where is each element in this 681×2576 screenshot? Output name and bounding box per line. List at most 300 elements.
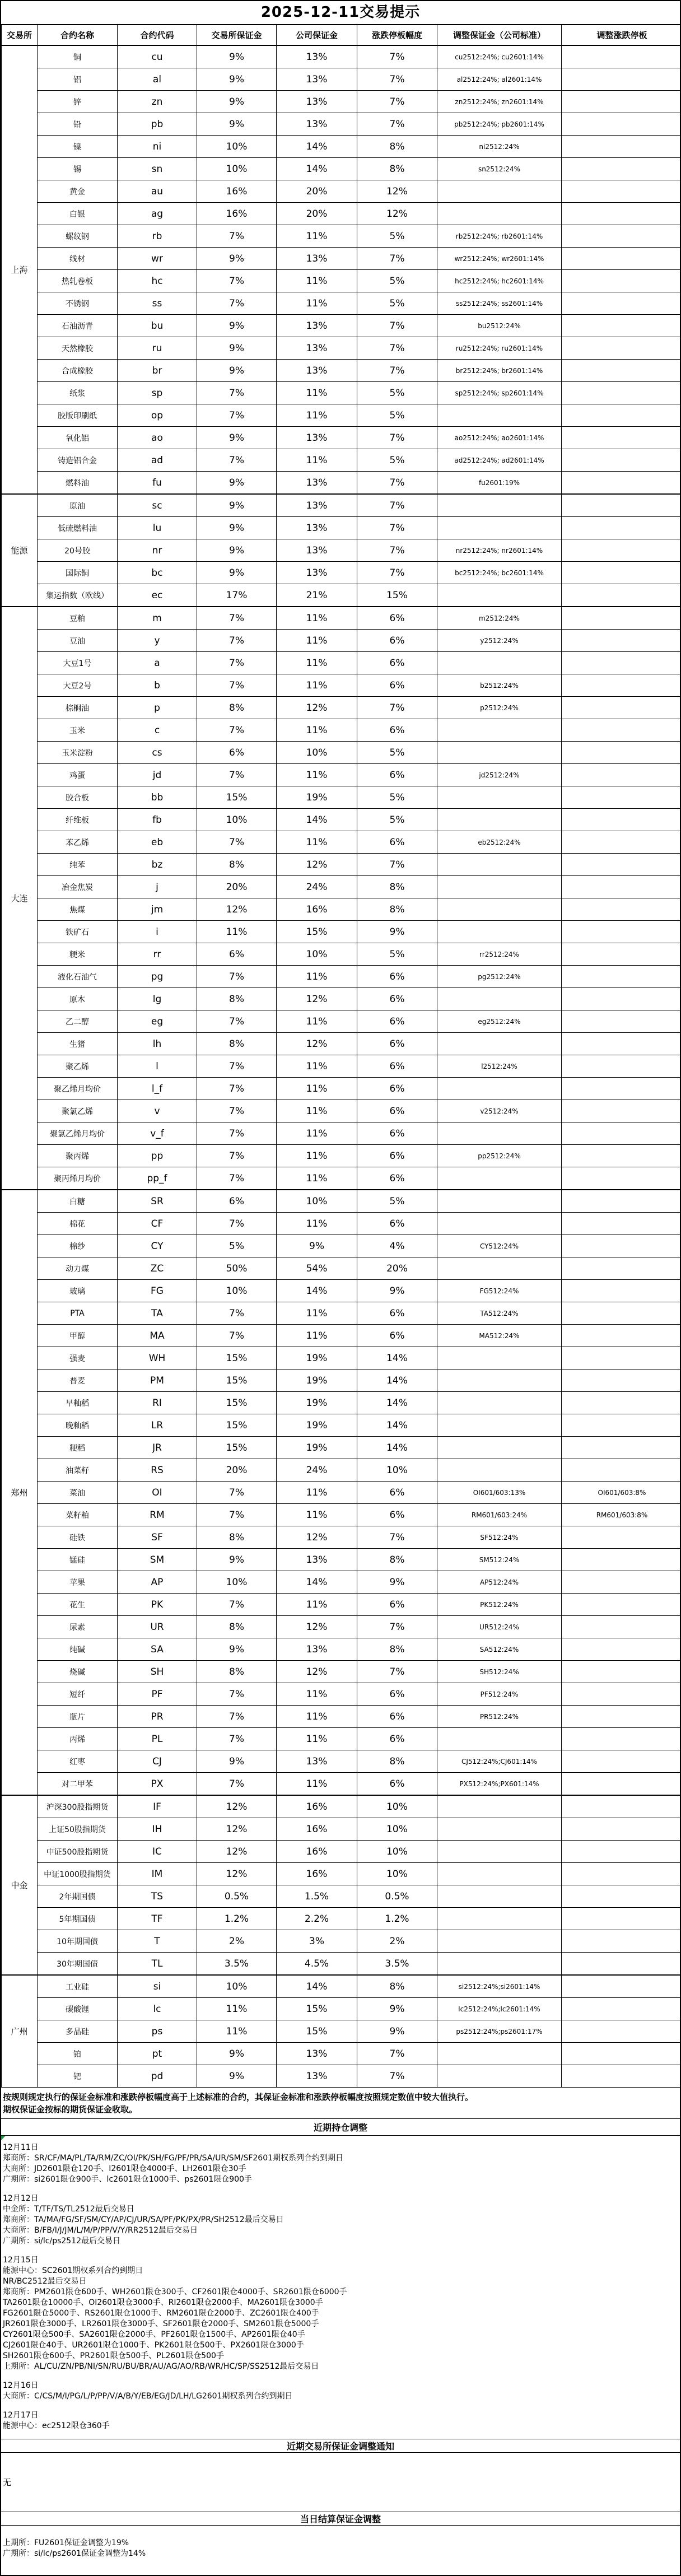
adjusted-margin (437, 1841, 562, 1863)
adjusted-margin: PR512:24% (437, 1706, 562, 1728)
contract-code: ec (118, 584, 197, 607)
contract-row (2, 404, 681, 427)
company-margin: 11% (277, 1167, 357, 1190)
contract-code: LR (118, 1414, 197, 1437)
adjusted-margin: UR512:24% (437, 1616, 562, 1638)
exchange-margin: 2% (197, 1930, 277, 1953)
price-limit: 8% (357, 898, 437, 921)
contract-name: 红枣 (38, 1750, 118, 1773)
adjusted-price-limit (562, 404, 681, 427)
contract-row (2, 1369, 681, 1392)
price-limit: 7% (357, 113, 437, 136)
exchange-margin: 9% (197, 91, 277, 113)
exchange-label: 中金 (2, 1795, 38, 1975)
adjusted-margin: SA512:24% (437, 1638, 562, 1661)
contract-code: SH (118, 1661, 197, 1683)
contract-name: 玉米淀粉 (38, 742, 118, 764)
contract-row (2, 1908, 681, 1930)
contract-name: 工业硅 (38, 1975, 118, 1998)
note-line: 12月16日 (3, 2381, 680, 2391)
price-limit: 8% (357, 1549, 437, 1571)
contract-code: au (118, 180, 197, 203)
company-margin: 19% (277, 1347, 357, 1369)
adjusted-price-limit (562, 180, 681, 203)
contract-row (2, 2043, 681, 2065)
adjusted-price-limit (562, 158, 681, 180)
contract-row (2, 539, 681, 562)
contract-name: 钯 (38, 2065, 118, 2088)
price-limit: 6% (357, 1302, 437, 1325)
exchange-margin: 9% (197, 427, 277, 449)
adjusted-margin (437, 517, 562, 539)
contract-name: 不锈钢 (38, 292, 118, 315)
exchange-margin: 7% (197, 1482, 277, 1504)
adjusted-price-limit (562, 427, 681, 449)
contract-row (2, 337, 681, 360)
adjusted-price-limit (562, 45, 681, 68)
adjusted-price-limit (562, 1235, 681, 1257)
column-header-0: 交易所 (2, 25, 38, 46)
company-margin: 19% (277, 1414, 357, 1437)
price-limit: 8% (357, 876, 437, 898)
exchange-margin: 10% (197, 1975, 277, 1998)
contract-row (2, 1885, 681, 1908)
note-line: JR2601限仓3000手、LR2601限仓3000手、SF2601限仓2000手、SM2601限仓5000手 (3, 2319, 680, 2330)
price-limit: 3.5% (357, 1953, 437, 1976)
adjusted-price-limit (562, 1683, 681, 1706)
company-margin: 11% (277, 1325, 357, 1347)
price-limit: 15% (357, 584, 437, 607)
contract-code: bc (118, 562, 197, 584)
adjusted-price-limit (562, 1010, 681, 1033)
company-margin: 14% (277, 136, 357, 158)
contract-row (2, 1818, 681, 1841)
contract-code: lc (118, 1998, 197, 2020)
company-margin: 13% (277, 91, 357, 113)
adjusted-price-limit (562, 1750, 681, 1773)
table-header-row (2, 25, 681, 46)
exchange-margin: 11% (197, 2020, 277, 2043)
adjusted-price-limit (562, 630, 681, 652)
contract-name: 豆粕 (38, 607, 118, 630)
adjusted-price-limit (562, 1638, 681, 1661)
price-limit: 6% (357, 988, 437, 1010)
contract-name: 甲醇 (38, 1325, 118, 1347)
price-limit: 6% (357, 1033, 437, 1055)
contract-code: ni (118, 136, 197, 158)
company-margin: 11% (277, 1504, 357, 1526)
contract-row (2, 1010, 681, 1033)
company-margin: 11% (277, 831, 357, 854)
adjusted-margin: SH512:24% (437, 1661, 562, 1683)
company-margin: 11% (277, 449, 357, 472)
contract-code: PX (118, 1773, 197, 1796)
column-header-1: 合约名称 (38, 25, 118, 46)
exchange-margin: 6% (197, 1190, 277, 1213)
company-margin: 11% (277, 764, 357, 786)
contract-row (2, 494, 681, 517)
exchange-margin: 7% (197, 1325, 277, 1347)
contract-code: TS (118, 1885, 197, 1908)
adjusted-margin (437, 1459, 562, 1482)
price-limit: 5% (357, 1190, 437, 1213)
contract-row (2, 91, 681, 113)
company-margin: 1.5% (277, 1885, 357, 1908)
contract-code: nr (118, 539, 197, 562)
contract-code: pb (118, 113, 197, 136)
adjusted-price-limit (562, 562, 681, 584)
exchange-margin: 7% (197, 225, 277, 248)
contract-row (2, 1190, 681, 1213)
contract-code: br (118, 360, 197, 382)
price-limit: 7% (357, 472, 437, 495)
contract-row (2, 1302, 681, 1325)
adjusted-price-limit (562, 2020, 681, 2043)
contract-name: 氧化铝 (38, 427, 118, 449)
note-line: 广期所：si/lc/ps2512最后交易日 (3, 2236, 680, 2247)
contract-row (2, 1504, 681, 1526)
contract-code: ao (118, 427, 197, 449)
adjusted-price-limit (562, 1526, 681, 1549)
price-limit: 10% (357, 1459, 437, 1482)
contract-name: 棉纱 (38, 1235, 118, 1257)
contract-code: UR (118, 1616, 197, 1638)
adjusted-margin: si2512:24%;si2601:14% (437, 1975, 562, 1998)
adjusted-price-limit (562, 1257, 681, 1280)
contract-name: 30年期国债 (38, 1953, 118, 1976)
note-line: 12月15日 (3, 2255, 680, 2266)
adjusted-price-limit (562, 809, 681, 831)
contract-code: rr (118, 943, 197, 966)
contract-name: 强麦 (38, 1347, 118, 1369)
price-limit: 7% (357, 360, 437, 382)
company-margin: 4.5% (277, 1953, 357, 1976)
contract-name: 铂 (38, 2043, 118, 2065)
price-limit: 0.5% (357, 1885, 437, 1908)
adjusted-margin: bc2512:24%; bc2601:14% (437, 562, 562, 584)
contract-row (2, 1459, 681, 1482)
adjusted-margin (437, 1078, 562, 1100)
company-margin: 11% (277, 674, 357, 697)
adjusted-price-limit (562, 1549, 681, 1571)
contract-code: eb (118, 831, 197, 854)
adjusted-margin (437, 1167, 562, 1190)
company-margin: 11% (277, 1683, 357, 1706)
contract-code: ZC (118, 1257, 197, 1280)
price-limit: 7% (357, 539, 437, 562)
contract-name: 玻璃 (38, 1280, 118, 1302)
contract-name: 乙二醇 (38, 1010, 118, 1033)
section-band-notice (1, 2439, 680, 2453)
exchange-margin: 12% (197, 898, 277, 921)
adjusted-margin: OI601/603:13% (437, 1482, 562, 1504)
adjusted-price-limit (562, 697, 681, 719)
section-band-positions-label: 近期持仓调整 (314, 2121, 367, 2134)
company-margin: 11% (277, 1100, 357, 1122)
adjusted-price-limit (562, 943, 681, 966)
contract-name: 铸造铝合金 (38, 449, 118, 472)
price-limit: 9% (357, 2020, 437, 2043)
adjusted-price-limit (562, 674, 681, 697)
contract-code: lg (118, 988, 197, 1010)
company-margin: 10% (277, 1190, 357, 1213)
adjusted-price-limit (562, 854, 681, 876)
price-limit: 6% (357, 1706, 437, 1728)
contract-code: fu (118, 472, 197, 495)
adjusted-margin: rr2512:24% (437, 943, 562, 966)
contract-row (2, 225, 681, 248)
contract-name: 油菜籽 (38, 1459, 118, 1482)
price-limit: 6% (357, 764, 437, 786)
contract-code: sc (118, 494, 197, 517)
price-limit: 8% (357, 136, 437, 158)
company-margin: 13% (277, 2065, 357, 2088)
exchange-margin: 7% (197, 1055, 277, 1078)
contract-name: 聚乙烯 (38, 1055, 118, 1078)
price-limit: 5% (357, 786, 437, 809)
contract-row (2, 382, 681, 404)
company-margin: 11% (277, 607, 357, 630)
price-limit: 6% (357, 1325, 437, 1347)
note-line: 12月11日 (3, 2142, 680, 2153)
adjusted-margin: pg2512:24% (437, 966, 562, 988)
contract-name: 尿素 (38, 1616, 118, 1638)
contract-code: IC (118, 1841, 197, 1863)
exchange-margin: 7% (197, 1213, 277, 1235)
adjusted-price-limit (562, 360, 681, 382)
contract-row (2, 248, 681, 270)
adjusted-margin (437, 1392, 562, 1414)
contract-code: wr (118, 248, 197, 270)
contract-row (2, 1998, 681, 2020)
contract-name: 棉花 (38, 1213, 118, 1235)
contract-code: lu (118, 517, 197, 539)
contract-code: PM (118, 1369, 197, 1392)
contract-code: ad (118, 449, 197, 472)
exchange-margin: 10% (197, 809, 277, 831)
contract-row (2, 1437, 681, 1459)
price-limit: 6% (357, 1773, 437, 1796)
price-limit: 5% (357, 270, 437, 292)
contract-name: 原木 (38, 988, 118, 1010)
adjusted-margin: FG512:24% (437, 1280, 562, 1302)
company-margin: 15% (277, 921, 357, 943)
exchange-margin: 7% (197, 1504, 277, 1526)
adjusted-margin: pb2512:24%; pb2601:14% (437, 113, 562, 136)
contract-row (2, 1325, 681, 1347)
company-margin: 12% (277, 1616, 357, 1638)
company-margin: 11% (277, 966, 357, 988)
contract-code: pd (118, 2065, 197, 2088)
contract-row (2, 517, 681, 539)
price-limit: 6% (357, 1504, 437, 1526)
contract-code: SF (118, 1526, 197, 1549)
note-line: 能源中心：SC2601期权系列合约到期日 (3, 2266, 680, 2276)
contract-row (2, 113, 681, 136)
company-margin: 11% (277, 1122, 357, 1145)
company-margin: 11% (277, 382, 357, 404)
contract-row (2, 1145, 681, 1167)
company-margin: 11% (277, 1145, 357, 1167)
exchange-margin: 9% (197, 45, 277, 68)
contract-name: 锌 (38, 91, 118, 113)
exchange-margin: 15% (197, 1437, 277, 1459)
adjusted-price-limit (562, 292, 681, 315)
company-margin: 13% (277, 2043, 357, 2065)
cell-corner-indicator-icon (1, 2136, 6, 2140)
company-margin: 13% (277, 68, 357, 91)
contract-code: b (118, 674, 197, 697)
company-margin: 13% (277, 1549, 357, 1571)
exchange-margin: 7% (197, 1302, 277, 1325)
adjusted-price-limit (562, 1841, 681, 1863)
price-limit: 7% (357, 427, 437, 449)
contract-code: l (118, 1055, 197, 1078)
exchange-margin: 7% (197, 1145, 277, 1167)
contract-code: TL (118, 1953, 197, 1976)
company-margin: 10% (277, 742, 357, 764)
exchange-margin: 20% (197, 876, 277, 898)
contract-name: 聚丙烯月均价 (38, 1167, 118, 1190)
adjusted-price-limit (562, 1280, 681, 1302)
adjusted-price-limit (562, 1302, 681, 1325)
company-margin: 13% (277, 360, 357, 382)
contract-name: 低硫燃料油 (38, 517, 118, 539)
exchange-margin: 0.5% (197, 1885, 277, 1908)
contract-code: TA (118, 1302, 197, 1325)
adjusted-price-limit (562, 1885, 681, 1908)
contract-row (2, 270, 681, 292)
company-margin: 13% (277, 113, 357, 136)
contract-row (2, 1616, 681, 1638)
company-margin: 16% (277, 1795, 357, 1818)
price-limit: 6% (357, 1482, 437, 1504)
notice-content: 无 (3, 2476, 11, 2488)
adjusted-price-limit (562, 898, 681, 921)
adjusted-price-limit (562, 1953, 681, 1976)
column-header-5: 涨跌停板幅度 (357, 25, 437, 46)
company-margin: 24% (277, 1459, 357, 1482)
contract-name: 大豆2号 (38, 674, 118, 697)
adjusted-margin: eb2512:24% (437, 831, 562, 854)
contract-name: 燃料油 (38, 472, 118, 495)
exchange-margin: 6% (197, 943, 277, 966)
note-line: 郑商所：TA/MA/FG/SF/SM/CY/AP/CJ/UR/SA/PF/PK/PX/PR/SH2512最后交易日 (3, 2215, 680, 2225)
contract-code: l_f (118, 1078, 197, 1100)
adjusted-price-limit: OI601/603:8% (562, 1482, 681, 1504)
adjusted-price-limit (562, 921, 681, 943)
contract-code: op (118, 404, 197, 427)
adjusted-margin: AP512:24% (437, 1571, 562, 1594)
contract-row (2, 2065, 681, 2088)
contract-code: rb (118, 225, 197, 248)
adjusted-price-limit (562, 1437, 681, 1459)
contract-name: 纯碱 (38, 1638, 118, 1661)
adjusted-margin: zn2512:24%; zn2601:14% (437, 91, 562, 113)
adjusted-margin: m2512:24% (437, 607, 562, 630)
company-margin: 13% (277, 45, 357, 68)
price-limit: 6% (357, 674, 437, 697)
exchange-margin: 8% (197, 1661, 277, 1683)
contract-code: pp (118, 1145, 197, 1167)
contract-name: 沪深300股指期货 (38, 1795, 118, 1818)
adjusted-price-limit (562, 1908, 681, 1930)
exchange-margin: 9% (197, 562, 277, 584)
exchange-margin: 7% (197, 404, 277, 427)
contract-row (2, 719, 681, 742)
contract-name: 花生 (38, 1594, 118, 1616)
exchange-label: 郑州 (2, 1190, 38, 1795)
contract-row (2, 854, 681, 876)
price-limit: 7% (357, 854, 437, 876)
contract-code: pp_f (118, 1167, 197, 1190)
contract-row (2, 136, 681, 158)
settlement-note-line: 广期所：si/lc/ps2601保证金调整为14% (3, 2549, 680, 2559)
contract-code: IM (118, 1863, 197, 1885)
contract-code: cu (118, 45, 197, 68)
price-limit: 7% (357, 2065, 437, 2088)
adjusted-price-limit (562, 1728, 681, 1750)
contract-code: si (118, 1975, 197, 1998)
contract-code: eg (118, 1010, 197, 1033)
adjusted-margin (437, 584, 562, 607)
contract-name: 20号胶 (38, 539, 118, 562)
adjusted-margin (437, 854, 562, 876)
exchange-margin: 7% (197, 652, 277, 674)
contract-name: 原油 (38, 494, 118, 517)
company-margin: 20% (277, 203, 357, 225)
column-header-4: 公司保证金 (277, 25, 357, 46)
adjusted-margin: l2512:24% (437, 1055, 562, 1078)
company-margin: 14% (277, 1280, 357, 1302)
company-margin: 14% (277, 1975, 357, 1998)
contract-row (2, 943, 681, 966)
company-margin: 16% (277, 898, 357, 921)
adjusted-price-limit (562, 1571, 681, 1594)
price-limit: 7% (357, 91, 437, 113)
contract-code: pg (118, 966, 197, 988)
adjusted-margin: y2512:24% (437, 630, 562, 652)
price-limit: 8% (357, 1975, 437, 1998)
price-limit: 6% (357, 1100, 437, 1122)
price-limit: 14% (357, 1369, 437, 1392)
contract-name: 锡 (38, 158, 118, 180)
adjusted-price-limit (562, 1325, 681, 1347)
adjusted-price-limit (562, 1661, 681, 1683)
contract-code: PL (118, 1728, 197, 1750)
contract-row (2, 1549, 681, 1571)
exchange-margin: 9% (197, 113, 277, 136)
adjusted-margin: ad2512:24%; ad2601:14% (437, 449, 562, 472)
adjusted-margin: wr2512:24%; wr2601:14% (437, 248, 562, 270)
adjusted-margin: PX512:24%;PX601:14% (437, 1773, 562, 1796)
exchange-margin: 15% (197, 1392, 277, 1414)
contract-row (2, 921, 681, 943)
column-header-2: 合约代码 (118, 25, 197, 46)
price-limit: 9% (357, 1571, 437, 1594)
adjusted-margin: v2512:24% (437, 1100, 562, 1122)
exchange-margin: 7% (197, 292, 277, 315)
exchange-margin: 10% (197, 1571, 277, 1594)
price-limit: 7% (357, 68, 437, 91)
adjusted-margin: ao2512:24%; ao2601:14% (437, 427, 562, 449)
price-limit: 12% (357, 180, 437, 203)
contract-code: TF (118, 1908, 197, 1930)
note-line: 上期所：AL/CU/ZN/PB/NI/SN/RU/BU/BR/AU/AG/AO/RB/WR/HC/SP/SS2512最后交易日 (3, 2361, 680, 2372)
price-limit: 20% (357, 1257, 437, 1280)
company-margin: 13% (277, 517, 357, 539)
contract-code: IH (118, 1818, 197, 1841)
